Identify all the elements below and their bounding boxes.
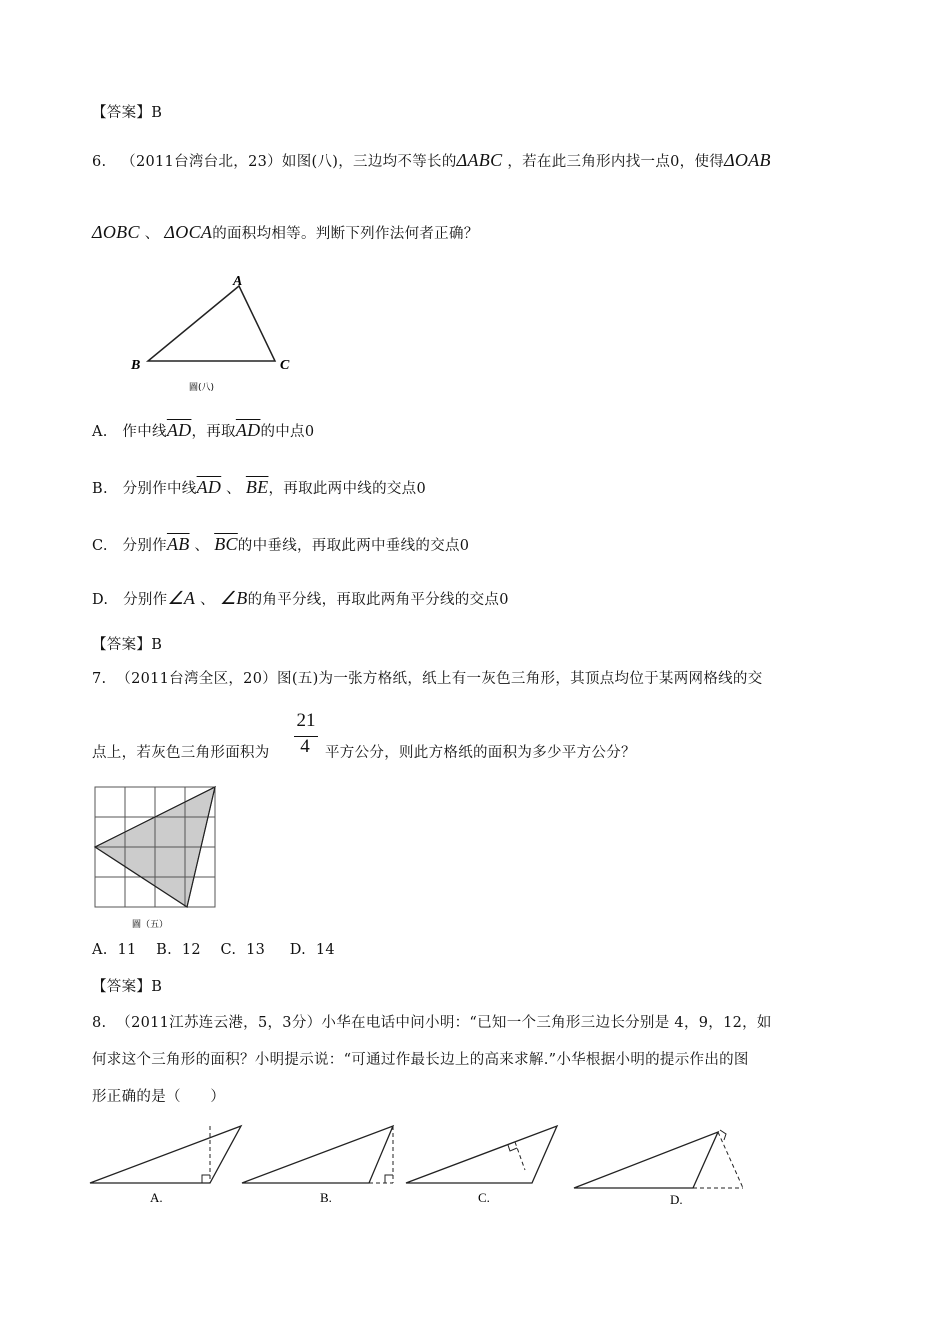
option-post: 的中垂线，再取此两中垂线的交点0: [237, 538, 470, 554]
angle-a: ∠A: [167, 588, 196, 608]
answer-q6: 【答案】B: [92, 637, 163, 653]
q6-text-b: ，若在此三角形内找一点0，使得: [507, 154, 725, 170]
q6-option-b: [92, 477, 426, 498]
q8-line2: 何求这个三角形的面积？小明提示说：“可通过作最长边上的高来求解.”小华根据小明的提示作出的图: [92, 1052, 749, 1068]
option-pre: 分别作: [122, 538, 167, 554]
segment-ad: $\overline{AD}$: [196, 477, 222, 497]
q6-text-c: 的面积均相等。判断下列作法何者正确？: [212, 226, 479, 242]
q8-label-b: B.: [320, 1190, 332, 1205]
q6-line2: [92, 222, 479, 243]
q8-label-d: D.: [670, 1192, 683, 1207]
option-letter: A.: [92, 424, 108, 440]
segment-ab: $\overline{AB}$: [166, 534, 190, 554]
option-mid: ，再取: [191, 424, 236, 440]
q8-label-a: A.: [150, 1190, 163, 1205]
q6-tri-oab: ΔOAB: [724, 150, 771, 170]
option-pre: 分别作: [123, 592, 168, 608]
option-post: ，再取此两中线的交点0: [268, 481, 426, 497]
option-post: 的中点0: [260, 424, 315, 440]
q6-label-c: C: [280, 358, 290, 373]
option-letter: C.: [92, 538, 108, 554]
q7-fraction-denominator: 4: [300, 736, 310, 757]
q6-tri-abc: ΔABC: [456, 150, 503, 170]
option-mid: 、: [194, 538, 210, 554]
segment-be: $\overline{BE}$: [245, 477, 269, 497]
q6-tri-obc: ΔOBC: [92, 222, 140, 242]
q8-figure-c: [404, 1120, 574, 1215]
q7-line2-pre: 点上，若灰色三角形面积为: [92, 745, 270, 761]
q7-figure-caption: 圖（五）: [132, 920, 169, 930]
option-letter: B.: [92, 481, 108, 497]
segment-bc: $\overline{BC}$: [214, 534, 238, 554]
q7-line1-text: （2011台湾全区，20）图(五)为一张方格纸，纸上有一灰色三角形，其顶点均位于某两网格线的交: [116, 671, 763, 687]
q6-number: 6.: [92, 154, 107, 170]
q7-fraction-numerator: 21: [296, 710, 316, 731]
q6-sep: 、: [144, 226, 160, 242]
option-post: 的角平分线，再取此两角平分线的交点0: [247, 592, 509, 608]
q7-grid-figure: [92, 785, 222, 935]
q6-option-c: [92, 534, 469, 555]
option-mid: 、: [226, 481, 241, 497]
q6-option-d: [92, 588, 509, 609]
q8-figure-b: [240, 1120, 410, 1215]
q8-label-c: C.: [478, 1190, 490, 1205]
q6-label-b: B: [131, 358, 141, 373]
option-letter: D.: [92, 592, 109, 608]
segment-ad: $\overline{AD}$: [235, 420, 261, 440]
q6-figure-caption: 圖(八): [189, 383, 215, 393]
q7-line2-post: 平方公分，则此方格纸的面积为多少平方公分？: [325, 745, 636, 761]
q6-label-a: A: [233, 274, 243, 289]
q6-text-a: （2011台湾台北，23）如图(八)，三边均不等长的: [121, 154, 457, 170]
q6-tri-oca: ΔOCA: [164, 222, 213, 242]
answer-q7: 【答案】B: [92, 979, 163, 995]
angle-b: ∠B: [219, 588, 248, 608]
q8-line1: [92, 1011, 772, 1032]
q8-number: 8.: [92, 1015, 107, 1031]
option-mid: 、: [200, 592, 215, 608]
segment-ad: $\overline{AD}$: [166, 420, 192, 440]
q7-choices: A. 11 B. 12 C. 13 D. 14: [92, 942, 335, 958]
q6-line1: [92, 150, 771, 171]
q8-figure-d: [572, 1120, 752, 1215]
q8-line3: 形正确的是（ ）: [92, 1089, 226, 1105]
option-pre: 分别作中线: [122, 481, 197, 497]
q6-option-a: [92, 420, 314, 441]
answer-q5: 【答案】B: [92, 105, 163, 121]
q6-triangle-figure: [125, 270, 315, 400]
q7-number: 7.: [92, 671, 107, 687]
q8-line1-text: （2011江苏连云港，5，3分）小华在电话中问小明：“已知一个三角形三边长分别是 4，9，12，如: [116, 1015, 772, 1031]
option-pre: 作中线: [122, 424, 167, 440]
q8-figure-a: [88, 1120, 248, 1215]
q7-line1: [92, 667, 763, 688]
